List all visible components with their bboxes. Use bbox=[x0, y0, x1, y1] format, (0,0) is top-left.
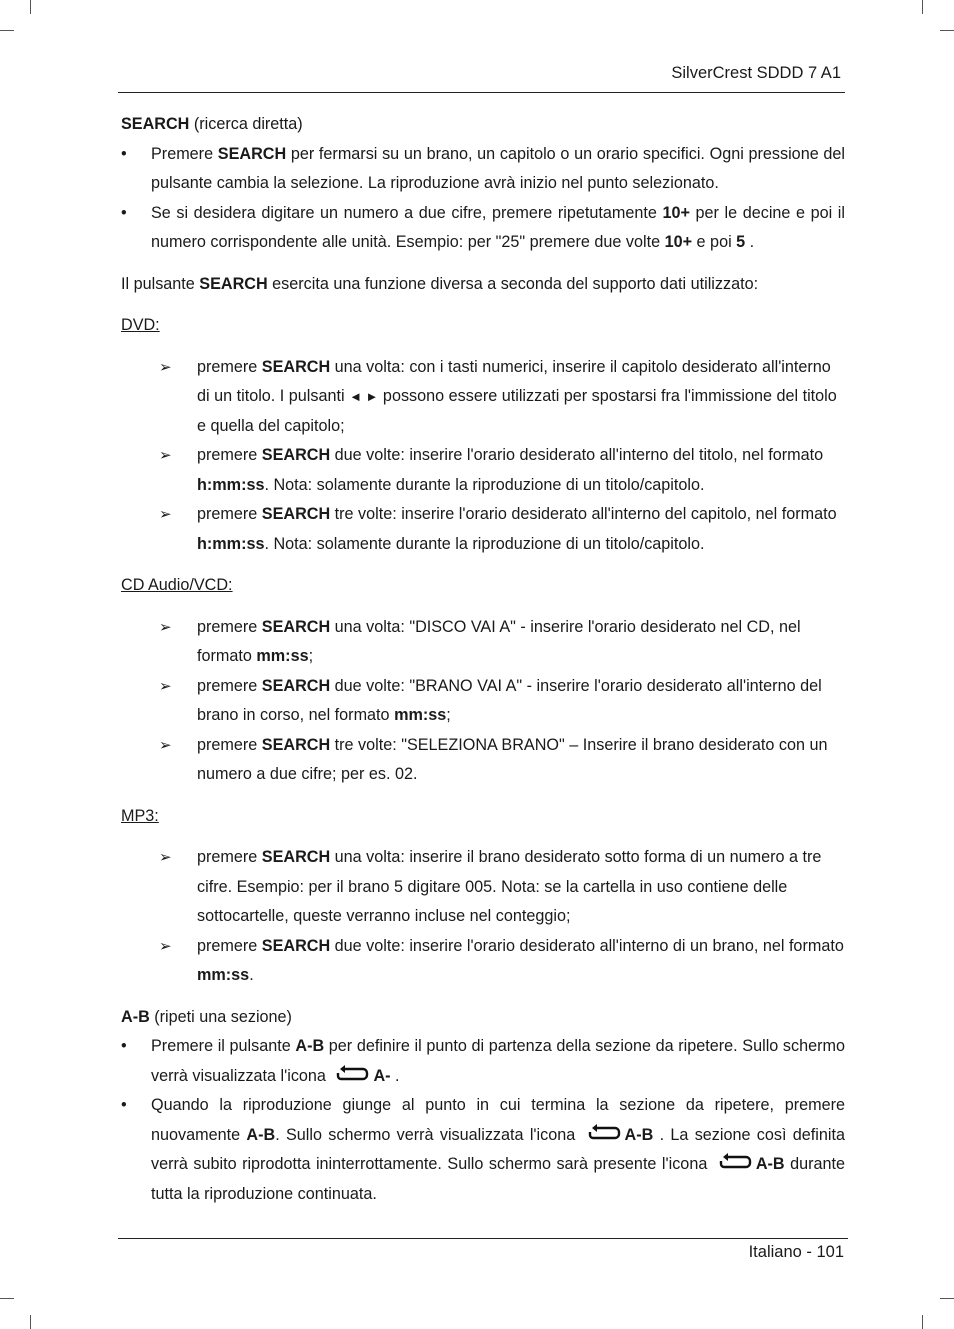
ab-bullet-list bbox=[121, 1032, 845, 1209]
cd-list bbox=[121, 613, 845, 790]
repeat-icon bbox=[719, 1153, 753, 1171]
list-item bbox=[121, 613, 845, 672]
keyword: mm:ss bbox=[394, 706, 447, 724]
text: per le decine e poi il numero corrispondente alle unità. Esempio: per "25" premere due volte bbox=[151, 203, 845, 251]
text: una volta: inserire il brano desiderato sotto forma di un numero a tre cifre. Esempio: per il brano 5 digitare 005. Nota: se la cartella in uso contiene delle sottocartelle, queste verranno incluse nel conteggio; bbox=[197, 848, 822, 925]
list-item bbox=[121, 500, 845, 559]
text: due volte: inserire l'orario desiderato all'interno del titolo, nel formato bbox=[330, 446, 824, 464]
text: Se si desidera digitare un numero a due cifre, premere ripetutamente bbox=[151, 203, 663, 222]
text: premere bbox=[197, 617, 262, 636]
text: premere bbox=[197, 357, 262, 376]
crop-mark bbox=[922, 0, 923, 14]
text: premere bbox=[197, 676, 262, 695]
text: e poi bbox=[692, 233, 737, 251]
text: premere bbox=[197, 505, 262, 523]
crop-mark bbox=[940, 1298, 954, 1299]
arrow-bullet-icon: ➢ bbox=[159, 937, 172, 955]
list-item bbox=[121, 1091, 845, 1209]
arrow-bullet-icon: ➢ bbox=[159, 736, 172, 754]
text: . Nota: solamente durante la riproduzione di un titolo/capitolo. bbox=[264, 534, 705, 553]
keyword: 10+ bbox=[662, 203, 690, 222]
keyword: A-B bbox=[624, 1125, 654, 1144]
search-subtitle: (ricerca diretta) bbox=[189, 115, 303, 133]
list-item bbox=[121, 932, 845, 991]
mp3-label: MP3: bbox=[121, 806, 159, 825]
page-content bbox=[121, 110, 845, 1221]
search-heading bbox=[121, 110, 845, 140]
text: . Sullo schermo verrà visualizzata l'icona bbox=[275, 1125, 582, 1144]
crop-mark bbox=[30, 1315, 31, 1329]
keyword: A-B bbox=[755, 1155, 785, 1173]
list-item bbox=[121, 731, 845, 790]
text: premere bbox=[197, 848, 262, 866]
keyword: SEARCH bbox=[217, 144, 287, 163]
mp3-list bbox=[121, 843, 845, 991]
text: . bbox=[745, 233, 755, 251]
text: tre volte: inserire l'orario desiderato all'interno del capitolo, nel formato bbox=[330, 505, 837, 523]
text: durante tutta la riproduzione continuata. bbox=[151, 1155, 846, 1203]
arrow-bullet-icon: ➢ bbox=[159, 618, 172, 636]
crop-mark bbox=[0, 1298, 14, 1299]
text: premere bbox=[197, 936, 262, 955]
text: premere bbox=[197, 446, 262, 464]
text: una volta: con i tasti numerici, inserire il capitolo desiderato all'interno di un titolo. I pulsanti bbox=[197, 357, 831, 405]
text: . La sezione così definita verrà subito riprodotta ininterrottamente. Sullo schermo sarà presente l'icona bbox=[151, 1125, 845, 1173]
text: una volta: "DISCO VAI A" - inserire l'orario desiderato nel CD, nel formato bbox=[197, 617, 801, 665]
keyword: h:mm:ss bbox=[197, 475, 265, 494]
keyword: A-B bbox=[295, 1037, 325, 1055]
keyword: A- bbox=[373, 1066, 391, 1085]
arrow-bullet-icon: ➢ bbox=[159, 677, 172, 695]
repeat-icon bbox=[336, 1065, 370, 1083]
text: ; bbox=[446, 706, 451, 724]
keyword: SEARCH bbox=[261, 505, 331, 523]
text: tre volte: "SELEZIONA BRANO" – Inserire il brano desiderato con un numero a due cifre; per es. 02. bbox=[197, 735, 828, 783]
page-header bbox=[118, 62, 845, 93]
keyword: h:mm:ss bbox=[197, 534, 265, 553]
keyword: SEARCH bbox=[261, 446, 331, 464]
crop-mark bbox=[0, 30, 14, 31]
keyword: SEARCH bbox=[261, 936, 331, 955]
arrow-bullet-icon: ➢ bbox=[159, 447, 172, 464]
keyword: SEARCH bbox=[199, 274, 268, 293]
text: per definire il punto di partenza della sezione da ripetere. Sullo schermo verrà visualizzata l'icona bbox=[151, 1037, 845, 1085]
text: . bbox=[390, 1066, 400, 1085]
list-item bbox=[121, 1032, 845, 1091]
text: possono essere utilizzati per spostarsi fra l'immissione del titolo e quella del capitolo; bbox=[197, 387, 837, 435]
dvd-label: DVD: bbox=[121, 316, 160, 334]
arrow-bullet-icon: ➢ bbox=[159, 358, 172, 376]
dvd-list bbox=[121, 353, 845, 560]
search-bullet-list bbox=[121, 140, 845, 258]
list-item bbox=[121, 843, 845, 932]
keyword: SEARCH bbox=[261, 676, 331, 695]
text: . bbox=[249, 966, 254, 984]
crop-mark bbox=[940, 30, 954, 31]
keyword: 5 bbox=[736, 233, 746, 251]
text: Premere bbox=[151, 144, 218, 163]
cd-label: CD Audio/VCD: bbox=[121, 576, 233, 594]
text: due volte: inserire l'orario desiderato all'interno di un brano, nel formato bbox=[330, 936, 844, 955]
keyword: mm:ss bbox=[197, 966, 250, 984]
keyword: SEARCH bbox=[261, 617, 331, 636]
repeat-icon bbox=[588, 1124, 622, 1142]
ab-title: A-B bbox=[121, 1007, 150, 1026]
text: per fermarsi su un brano, un capitolo o un orario specifici. Ogni pressione del pulsante cambia la selezione. La riproduzione avrà inizio nel punto selezionato. bbox=[151, 144, 845, 192]
keyword: SEARCH bbox=[261, 357, 331, 376]
text: esercita una funzione diversa a seconda del supporto dati utilizzato: bbox=[267, 274, 759, 293]
page-footer bbox=[118, 1238, 848, 1261]
text: premere bbox=[197, 735, 262, 754]
page-number: Italiano - 101 bbox=[748, 1243, 844, 1261]
keyword: 10+ bbox=[664, 233, 693, 251]
text: Quando la riproduzione giunge al punto in cui termina la sezione da ripetere, premere nuovamente bbox=[151, 1096, 845, 1144]
arrow-bullet-icon: ➢ bbox=[159, 506, 172, 523]
text: . Nota: solamente durante la riproduzione di un titolo/capitolo. bbox=[264, 475, 705, 494]
search-title: SEARCH bbox=[121, 115, 190, 133]
search-intro bbox=[121, 270, 845, 300]
crop-mark bbox=[922, 1315, 923, 1329]
keyword: SEARCH bbox=[261, 848, 331, 866]
list-item bbox=[121, 140, 845, 199]
list-item bbox=[121, 672, 845, 731]
ab-subtitle: (ripeti una sezione) bbox=[149, 1007, 292, 1026]
text: ; bbox=[308, 647, 314, 665]
text: Il pulsante bbox=[121, 274, 200, 293]
keyword: SEARCH bbox=[261, 735, 331, 754]
list-item bbox=[121, 199, 845, 258]
keyword: mm:ss bbox=[256, 647, 309, 665]
crop-mark bbox=[30, 0, 31, 14]
list-item bbox=[121, 353, 845, 442]
text: due volte: "BRANO VAI A" - inserire l'orario desiderato all'interno del brano in corso, nel formato bbox=[197, 676, 822, 724]
list-item bbox=[121, 441, 845, 500]
arrow-bullet-icon: ➢ bbox=[159, 849, 172, 866]
ab-heading bbox=[121, 1003, 845, 1033]
text: Premere il pulsante bbox=[151, 1037, 296, 1055]
header-title: SilverCrest SDDD 7 A1 bbox=[671, 64, 841, 82]
left-right-arrows-icon: ◄ ► bbox=[349, 389, 379, 404]
keyword: A-B bbox=[246, 1125, 276, 1144]
